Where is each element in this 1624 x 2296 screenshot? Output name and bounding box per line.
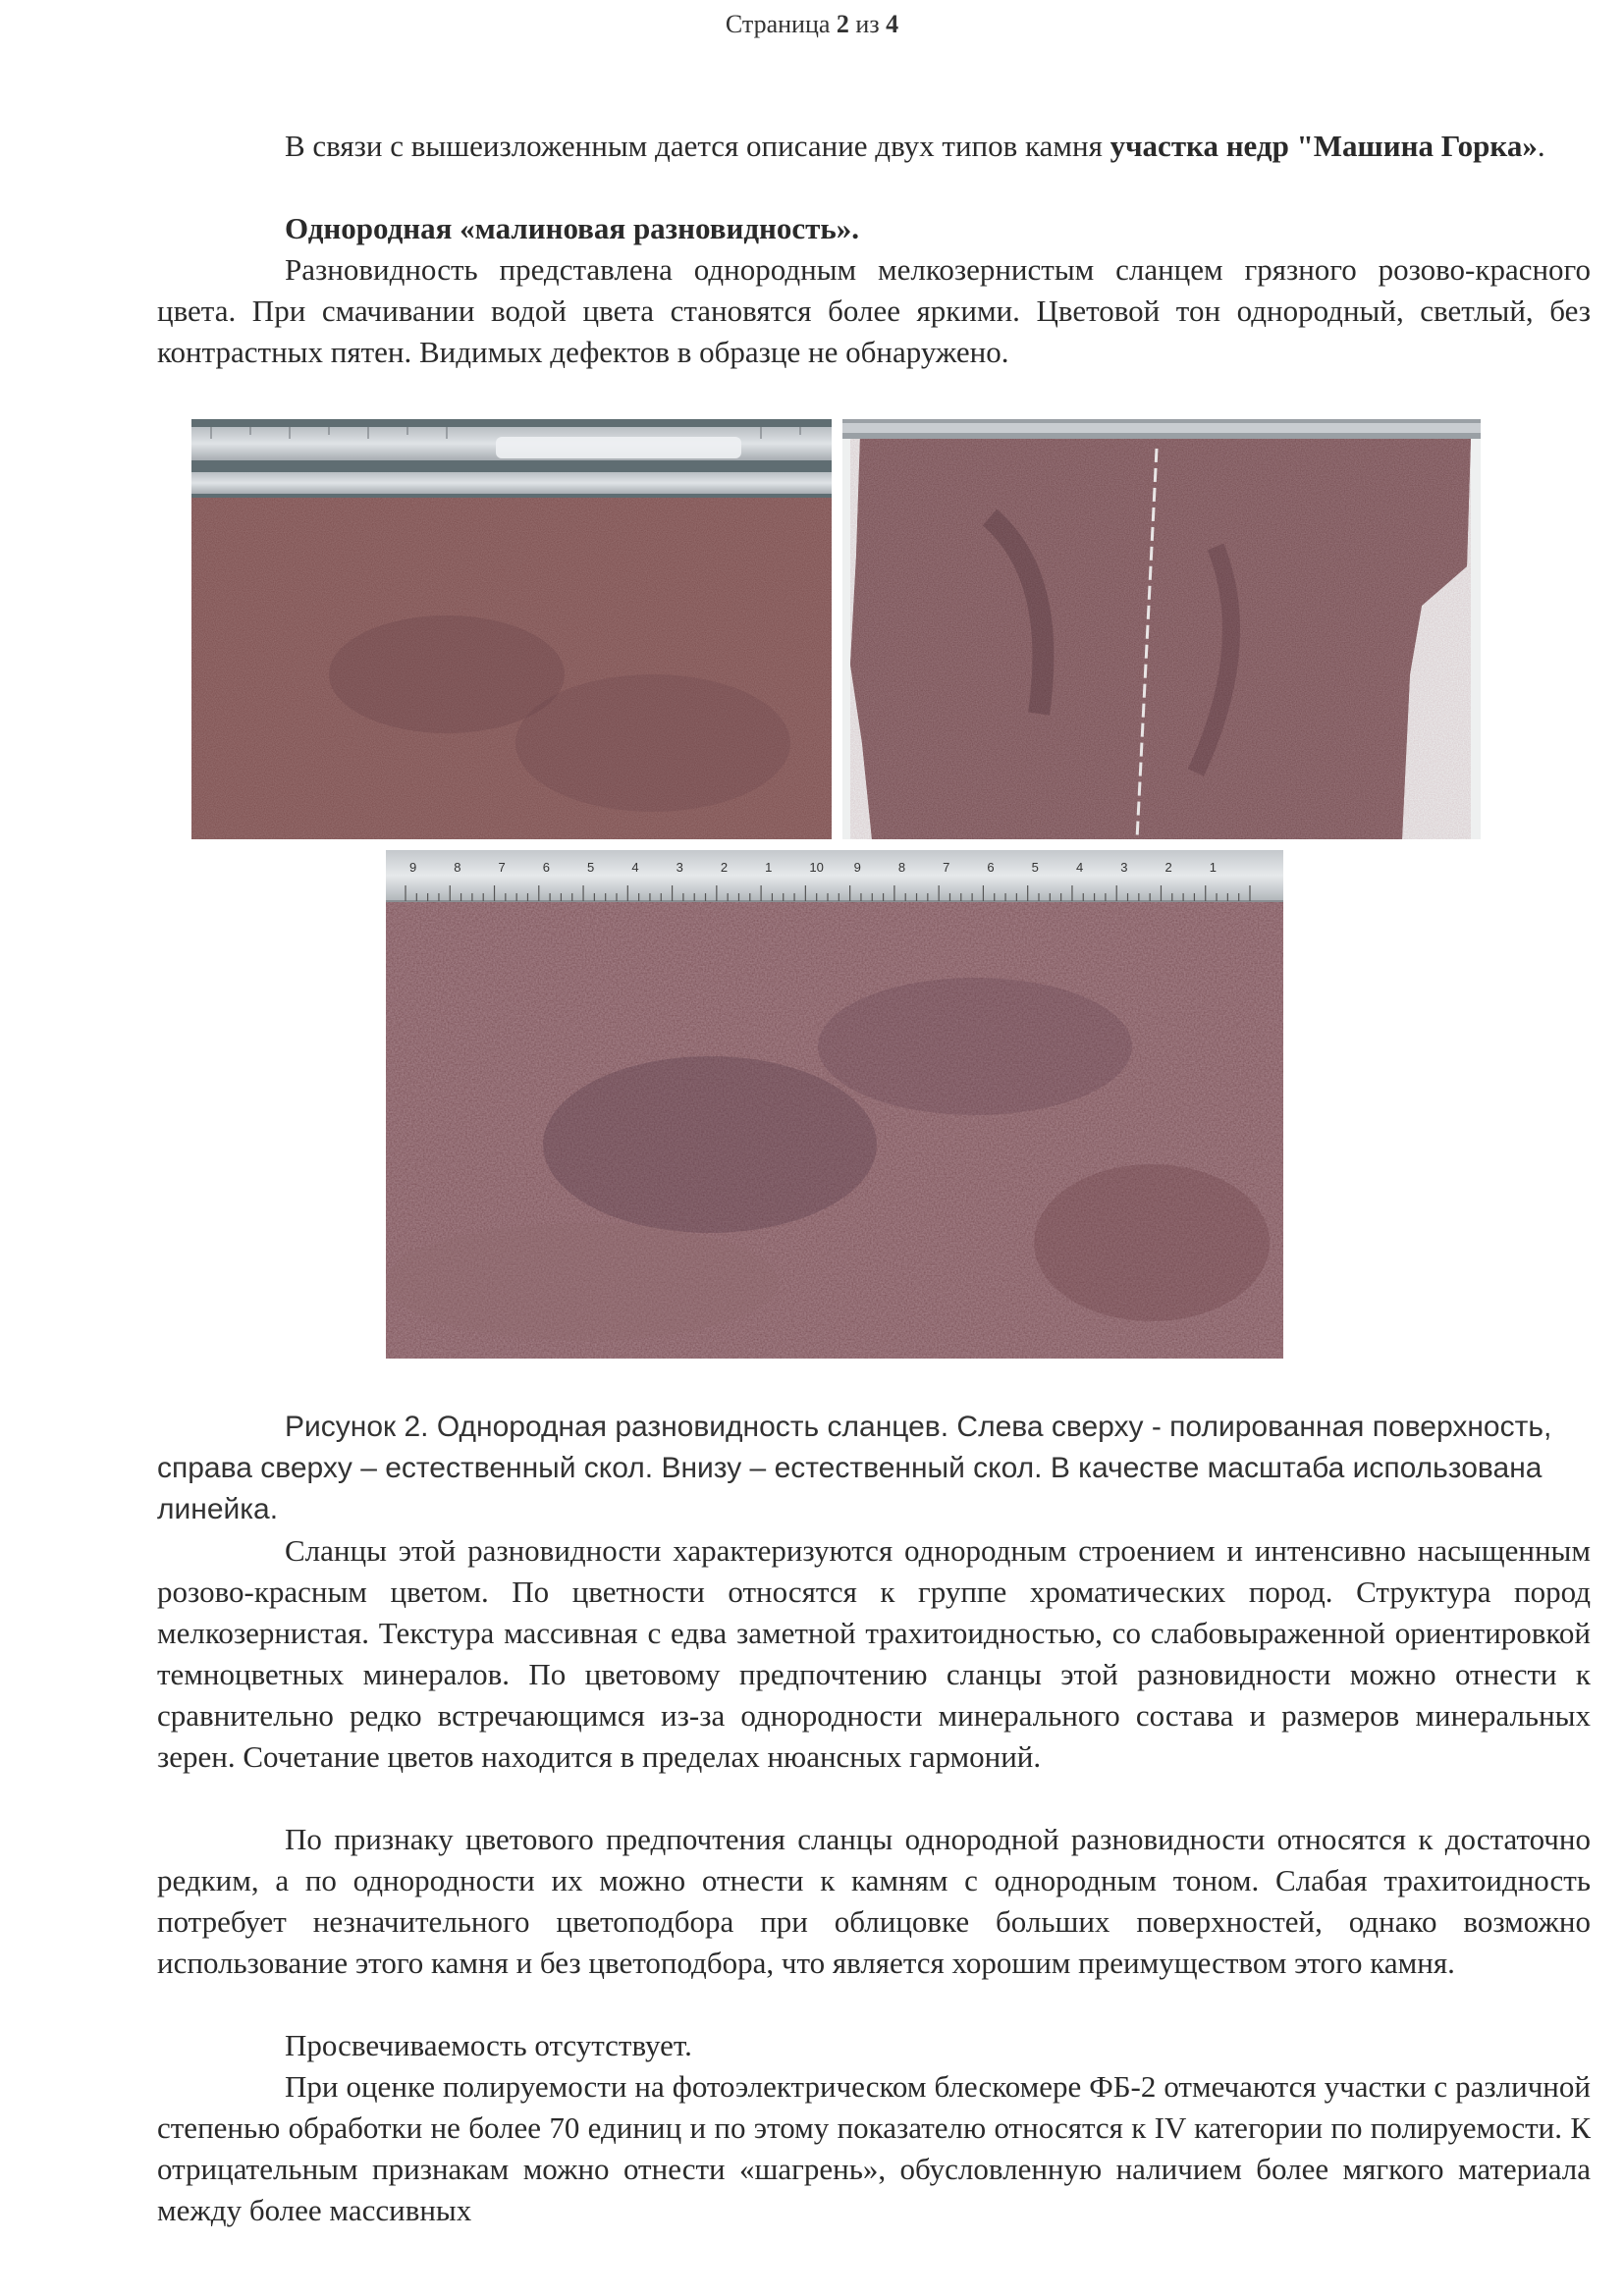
ruler-number: 8 bbox=[454, 860, 461, 875]
ruler-number: 6 bbox=[987, 860, 995, 875]
ruler-number: 10 bbox=[809, 860, 824, 875]
ruler-number: 9 bbox=[853, 860, 861, 875]
intro-paragraph bbox=[157, 126, 1591, 167]
ruler-number: 6 bbox=[542, 860, 551, 875]
page-of: из bbox=[855, 10, 880, 38]
ruler-number: 9 bbox=[409, 860, 417, 875]
description-paragraph: Разновидность представлена однородным мелкозернистым сланцем грязного розово-красного цвета. При смачивании водой цвета становятся более яркими. Цветовой тон однородный, светлый, без контрастных пятен. Видимых дефектов в образце не обнаружено. bbox=[157, 252, 1591, 369]
photo-natural-chip-top bbox=[842, 419, 1481, 839]
photo-polished-surface bbox=[191, 419, 832, 839]
paragraph-1: Сланцы этой разновидности характеризуются однородным строением и интенсивно насыщенным розово-красным цветом. По цветности относятся к группе хроматических пород. Структура пород мелкозернистая. Текстура массивная с едва заметной трахитоидностью, со слабовыраженной ориентировкой темноцветных минералов. По цветовому предпочтению сланцы этой разновидности можно отнести к сравнительно редко встречающимся из-за однородности минерального состава и размеров минеральных зерен. Сочетание цветов находится в пределах нюансных гармоний. bbox=[157, 1533, 1591, 1774]
page-header bbox=[0, 10, 1624, 39]
ruler-number: 7 bbox=[498, 860, 506, 875]
paragraph-4: При оценке полируемости на фотоэлектрическом блескомере ФБ-2 отмечаются участки с различной степенью обработки не более 70 единиц и по этому показателю относятся к IV категории по полируемости. К отрицательным признакам можно отнести «шагрень», обусловленную наличием более мягкого материала между более массивных bbox=[157, 2069, 1591, 2227]
paragraph-2: По признаку цветового предпочтения сланцы однородной разновидности относятся к достаточно редким, а по однородности их можно отнести к камням с однородным тоном. Слабая трахитоидность потребует незначительного цветоподбора при облицовке больших поверхностей, однако возможно использование этого камня и без цветоподбора, что является хорошим преимуществом этого камня. bbox=[157, 1822, 1591, 1980]
ruler-number: 1 bbox=[1209, 860, 1217, 875]
ruler-number: 4 bbox=[1075, 860, 1084, 875]
ruler-number: 4 bbox=[631, 860, 639, 875]
intro-text: В связи с вышеизложенным дается описание двух типов камня bbox=[285, 129, 1110, 163]
page-label: Страница bbox=[725, 10, 831, 38]
ruler-number: 2 bbox=[720, 860, 729, 875]
ruler-number: 5 bbox=[1031, 860, 1039, 875]
ruler-number: 1 bbox=[765, 860, 773, 875]
intro-end: . bbox=[1537, 129, 1545, 163]
ruler-number: 5 bbox=[587, 860, 595, 875]
ruler-number: 8 bbox=[897, 860, 906, 875]
ruler-number: 2 bbox=[1164, 860, 1172, 875]
figure-caption: Рисунок 2. Однородная разновидность сланцев. Слева сверху - полированная поверхность, справа сверху – естественный скол. Внизу – естественный скол. В качестве масштаба использована линейка. bbox=[157, 1411, 1552, 1525]
section-title: Однородная «малиновая разновидность». bbox=[285, 211, 860, 245]
ruler-number: 3 bbox=[676, 860, 683, 875]
page-number: 2 bbox=[836, 10, 849, 38]
intro-bold: участка недр "Машина Горка» bbox=[1110, 129, 1538, 163]
ruler-number: 3 bbox=[1120, 860, 1128, 875]
paragraph-3: Просвечиваемость отсутствует. bbox=[285, 2028, 692, 2062]
photo-natural-chip-bottom bbox=[386, 850, 1283, 1359]
page-total: 4 bbox=[886, 10, 899, 38]
ruler-number: 7 bbox=[943, 860, 950, 875]
